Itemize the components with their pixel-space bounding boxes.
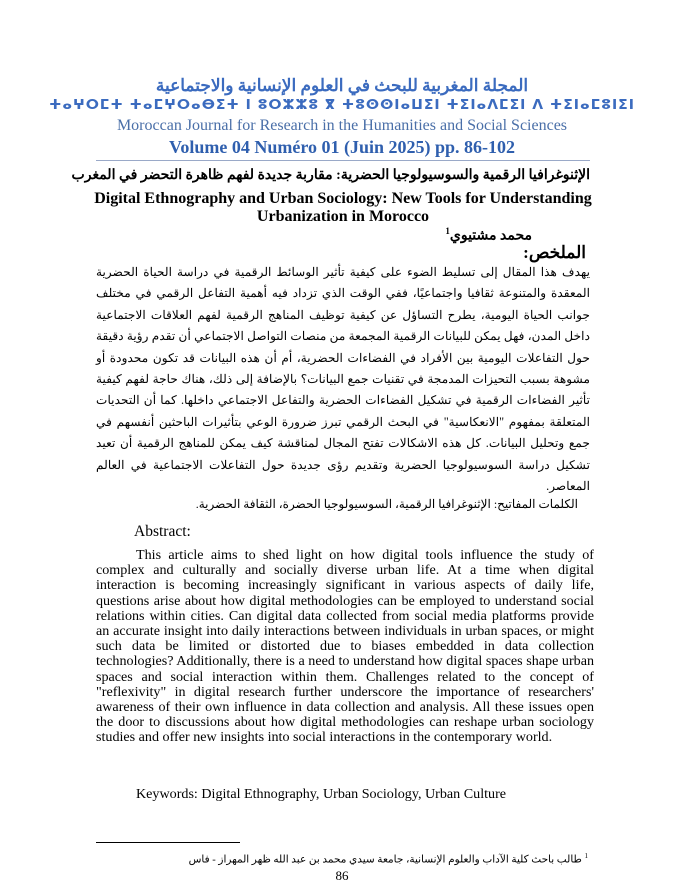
footnote xyxy=(189,852,588,866)
page-number: 86 xyxy=(335,868,349,883)
author-text: محمد مشتيوي xyxy=(449,228,532,244)
journal-title-tifinagh: ⵜⴰⵖⵔⵎⵜ ⵜⴰⵎⵖⵔⴰⴱⵉⵜ ⵏ ⵓⵔⵣⵣⵓ ⴳ ⵜⵓⵙⵙⵏⴰⵡⵉⵏ ⵜⵉⵏⴰⴷⵎⵉⵏ ⴷ ⵜⵉⵏⴰⵎⵓⵏⵉⵏ xyxy=(49,97,635,113)
article-title-english: Digital Ethnography and Urban Sociology: New Tools for Understanding Urbanization in Morocco xyxy=(94,190,592,225)
header-divider xyxy=(96,160,590,161)
volume-info: Volume 04 Numéro 01 (Juin 2025) pp. 86-102 xyxy=(168,137,516,157)
author-name xyxy=(445,226,532,245)
footnote-divider xyxy=(96,842,240,843)
keywords-arabic: الكلمات المفاتيح: الإثنوغرافيا الرقمية، السوسيولوجيا الحضرة، الثقافة الحضرية. xyxy=(195,497,578,511)
keywords-english: Keywords: Digital Ethnography, Urban Sociology, Urban Culture xyxy=(136,786,507,802)
abstract-arabic-heading: الملخص: xyxy=(523,243,586,262)
article-title-arabic: الإثنوغرافيا الرقمية والسوسيولوجيا الحضرية: مقاربة جديدة لفهم ظاهرة التحضر في المغرب xyxy=(71,168,590,183)
footnote-text: طالب باحث كلية الآداب والعلوم الإنسانية، جامعة سيدي محمد بن عبد الله ظهر المهراز - فاس xyxy=(188,854,582,866)
author-footnote-mark: 1 xyxy=(445,226,450,236)
abstract-english-text: This article aims to shed light on how digital tools influence the study of complex and culturally and socially diverse urban life. At a time when digital interaction is becoming increasingly significant in various aspects of daily life, questions arise about how digital methodologies can be employed to understand social relations within cities. Can digital data collected from social media platforms provide an accurate insight into daily interactions between individuals in urban spaces, or might such data be limited or distorted due to biases embedded in data collection technologies? Additionally, there is a need to understand how digital spaces shape urban spaces and social interaction within them. Challenges related to the concept of "reflexivity" in digital research further underscore the importance of researchers' awareness of their own influence in data collection and analysis. All these issues open the door to discussions about how digital methodologies can reshape urban sociology studies and offer new insights into social interactions in the contemporary world. xyxy=(96,547,594,746)
footnote-mark: 1 xyxy=(584,852,588,860)
journal-title-arabic: المجلة المغربية للبحث في العلوم الإنسانية والاجتماعية xyxy=(155,76,529,95)
abstract-english-heading: Abstract: xyxy=(134,523,191,540)
journal-title-english: Moroccan Journal for Research in the Humanities and Social Sciences xyxy=(116,117,568,134)
abstract-arabic-text: يهدف هذا المقال إلى تسليط الضوء على كيفية تأثير الوسائط الرقمية في دراسة الحياة الحضرية المعقدة والمتنوعة ثقافيا واجتماعيًا، ففي الوقت الذي تزداد فيه أهمية التفاعل الرقمي في مختلف جوانب الحياة اليومية، يطرح التساؤل عن كيفية توظيف المناهج الرقمية لفهم العلاقات الاجتماعية داخل المدن، فهل يمكن للبيانات الرقمية المجمعة من منصات التواصل الاجتماعي أن تقدم رؤية دقيقة حول التفاعلات اليومية بين الأفراد في الفضاءات الحضرية، أم أن هذه البيانات قد تكون محدودة أو مشوهة بسبب التحيزات المدمجة في تقنيات جمع البيانات؟ بالإضافة إلى ذلك، هناك حاجة لفهم كيفية تأثير الفضاءات الرقمية في تشكيل الفضاءات الحضرية والتفاعل الاجتماعي داخلها. كما أن التحديات المتعلقة بمفهوم "الانعكاسية" في البحث الرقمي تبرز ضرورة الوعي بتأثيرات الباحثين أنفسهم في جمع وتحليل البيانات. كل هذه الاشكالات تفتح المجال لمناقشة كيف يمكن للمناهج الرقمية أن تعيد تشكيل دراسة السوسيولوجيا الحضرية وتقديم رؤى جديدة حول التفاعلات الاجتماعية في العالم المعاصر. xyxy=(96,265,590,494)
